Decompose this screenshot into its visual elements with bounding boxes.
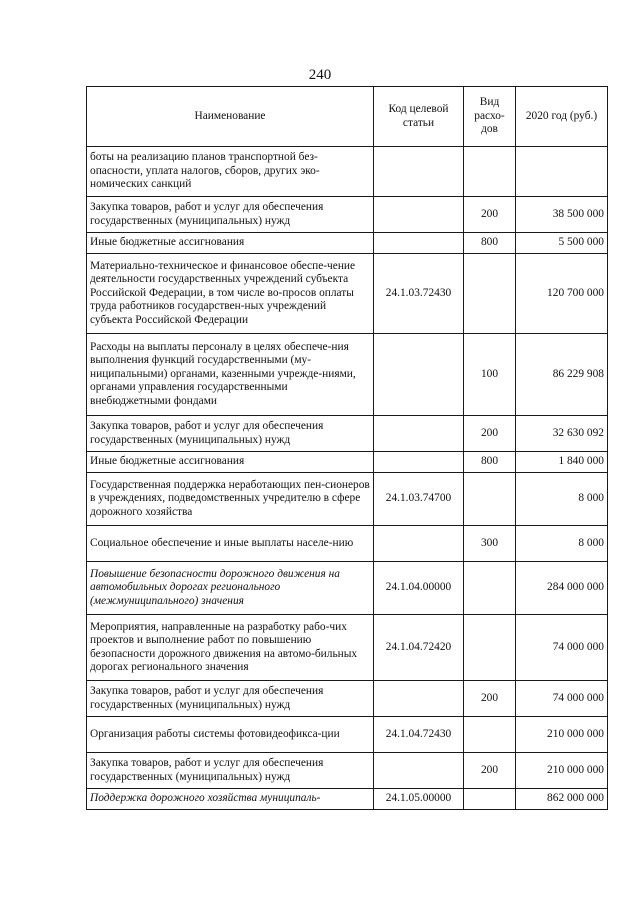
budget-table xyxy=(86,86,608,810)
table-body xyxy=(87,147,608,810)
row-code-cell xyxy=(374,334,464,416)
row-amount-cell: 210 000 000 xyxy=(516,753,608,789)
row-code-cell xyxy=(374,197,464,233)
row-code-cell xyxy=(374,147,464,197)
row-type-cell: 200 xyxy=(464,197,516,233)
row-amount-cell: 5 500 000 xyxy=(516,233,608,254)
table-row xyxy=(87,615,608,681)
row-amount-cell: 120 700 000 xyxy=(516,254,608,334)
row-name-cell: Организация работы системы фотовидеофикса-ции xyxy=(87,717,374,753)
table-row xyxy=(87,526,608,562)
table-row xyxy=(87,147,608,197)
table-row xyxy=(87,473,608,526)
row-name-cell: Поддержка дорожного хозяйства муниципаль- xyxy=(87,789,374,810)
row-name-cell: Закупка товаров, работ и услуг для обеспечения государственных (муниципальных) нужд xyxy=(87,416,374,452)
row-code-cell: 24.1.04.72420 xyxy=(374,615,464,681)
row-name-cell: Повышение безопасности дорожного движения на автомобильных дорогах регионального (межмуниципального) значения xyxy=(87,562,374,615)
header-code: Код целевой статьи xyxy=(374,87,464,147)
row-type-cell xyxy=(464,789,516,810)
row-amount-cell: 8 000 xyxy=(516,526,608,562)
row-amount-cell: 284 000 000 xyxy=(516,562,608,615)
table-row xyxy=(87,562,608,615)
row-name-cell: Мероприятия, направленные на разработку рабо-чих проектов и выполнение работ по повышению безопасности дорожного движения на автомо-бильных дорогах регионального значения xyxy=(87,615,374,681)
table-row xyxy=(87,717,608,753)
row-code-cell: 24.1.03.74700 xyxy=(374,473,464,526)
row-type-cell: 800 xyxy=(464,452,516,473)
row-type-cell: 800 xyxy=(464,233,516,254)
row-name-cell: Закупка товаров, работ и услуг для обеспечения государственных (муниципальных) нужд xyxy=(87,681,374,717)
row-amount-cell: 74 000 000 xyxy=(516,615,608,681)
row-code-cell xyxy=(374,416,464,452)
row-type-cell xyxy=(464,562,516,615)
row-type-cell: 200 xyxy=(464,416,516,452)
row-amount-cell: 1 840 000 xyxy=(516,452,608,473)
table-row xyxy=(87,334,608,416)
table-header-row xyxy=(87,87,608,147)
table-row xyxy=(87,681,608,717)
header-type: Вид расхо-дов xyxy=(464,87,516,147)
row-name-cell: Расходы на выплаты персоналу в целях обеспече-ния выполнения функций государственными (му-ниципальными) органами, казенными учрежде-ниями, органами управления государственными внебюджетными фондами xyxy=(87,334,374,416)
row-code-cell xyxy=(374,526,464,562)
row-name-cell: Закупка товаров, работ и услуг для обеспечения государственных (муниципальных) нужд xyxy=(87,197,374,233)
table-row xyxy=(87,233,608,254)
row-amount-cell: 32 630 092 xyxy=(516,416,608,452)
row-amount-cell: 8 000 xyxy=(516,473,608,526)
row-code-cell xyxy=(374,681,464,717)
header-amount: 2020 год (руб.) xyxy=(516,87,608,147)
row-code-cell: 24.1.03.72430 xyxy=(374,254,464,334)
table-row xyxy=(87,789,608,810)
row-name-cell: Государственная поддержка неработающих пен-сионеров в учреждениях, подведомственных учредителю в сфере дорожного хозяйства xyxy=(87,473,374,526)
row-type-cell: 300 xyxy=(464,526,516,562)
row-code-cell xyxy=(374,753,464,789)
row-code-cell: 24.1.04.00000 xyxy=(374,562,464,615)
row-amount-cell: 210 000 000 xyxy=(516,717,608,753)
row-type-cell: 100 xyxy=(464,334,516,416)
row-name-cell: боты на реализацию планов транспортной без-опасности, уплата налогов, сборов, других эко-номических санкций xyxy=(87,147,374,197)
row-amount-cell xyxy=(516,147,608,197)
row-name-cell: Иные бюджетные ассигнования xyxy=(87,452,374,473)
row-name-cell: Закупка товаров, работ и услуг для обеспечения государственных (муниципальных) нужд xyxy=(87,753,374,789)
table-row xyxy=(87,254,608,334)
row-type-cell xyxy=(464,147,516,197)
row-name-cell: Материально-техническое и финансовое обеспе-чение деятельности государственных учреждений субъекта Российской Федерации, в том числе во-просов оплаты труда работников государствен-ных учреждений субъекта Российской Федерации xyxy=(87,254,374,334)
row-name-cell: Иные бюджетные ассигнования xyxy=(87,233,374,254)
row-type-cell: 200 xyxy=(464,753,516,789)
row-type-cell xyxy=(464,615,516,681)
row-amount-cell: 74 000 000 xyxy=(516,681,608,717)
page-number: 240 xyxy=(308,67,332,83)
row-code-cell xyxy=(374,233,464,254)
table-row xyxy=(87,416,608,452)
table-row xyxy=(87,197,608,233)
table-row xyxy=(87,452,608,473)
row-amount-cell: 862 000 000 xyxy=(516,789,608,810)
header-name: Наименование xyxy=(87,87,374,147)
row-type-cell xyxy=(464,717,516,753)
row-code-cell: 24.1.04.72430 xyxy=(374,717,464,753)
row-code-cell xyxy=(374,452,464,473)
row-code-cell: 24.1.05.00000 xyxy=(374,789,464,810)
row-amount-cell: 38 500 000 xyxy=(516,197,608,233)
row-type-cell: 200 xyxy=(464,681,516,717)
row-amount-cell: 86 229 908 xyxy=(516,334,608,416)
table-row xyxy=(87,753,608,789)
row-type-cell xyxy=(464,473,516,526)
row-name-cell: Социальное обеспечение и иные выплаты населе-нию xyxy=(87,526,374,562)
row-type-cell xyxy=(464,254,516,334)
